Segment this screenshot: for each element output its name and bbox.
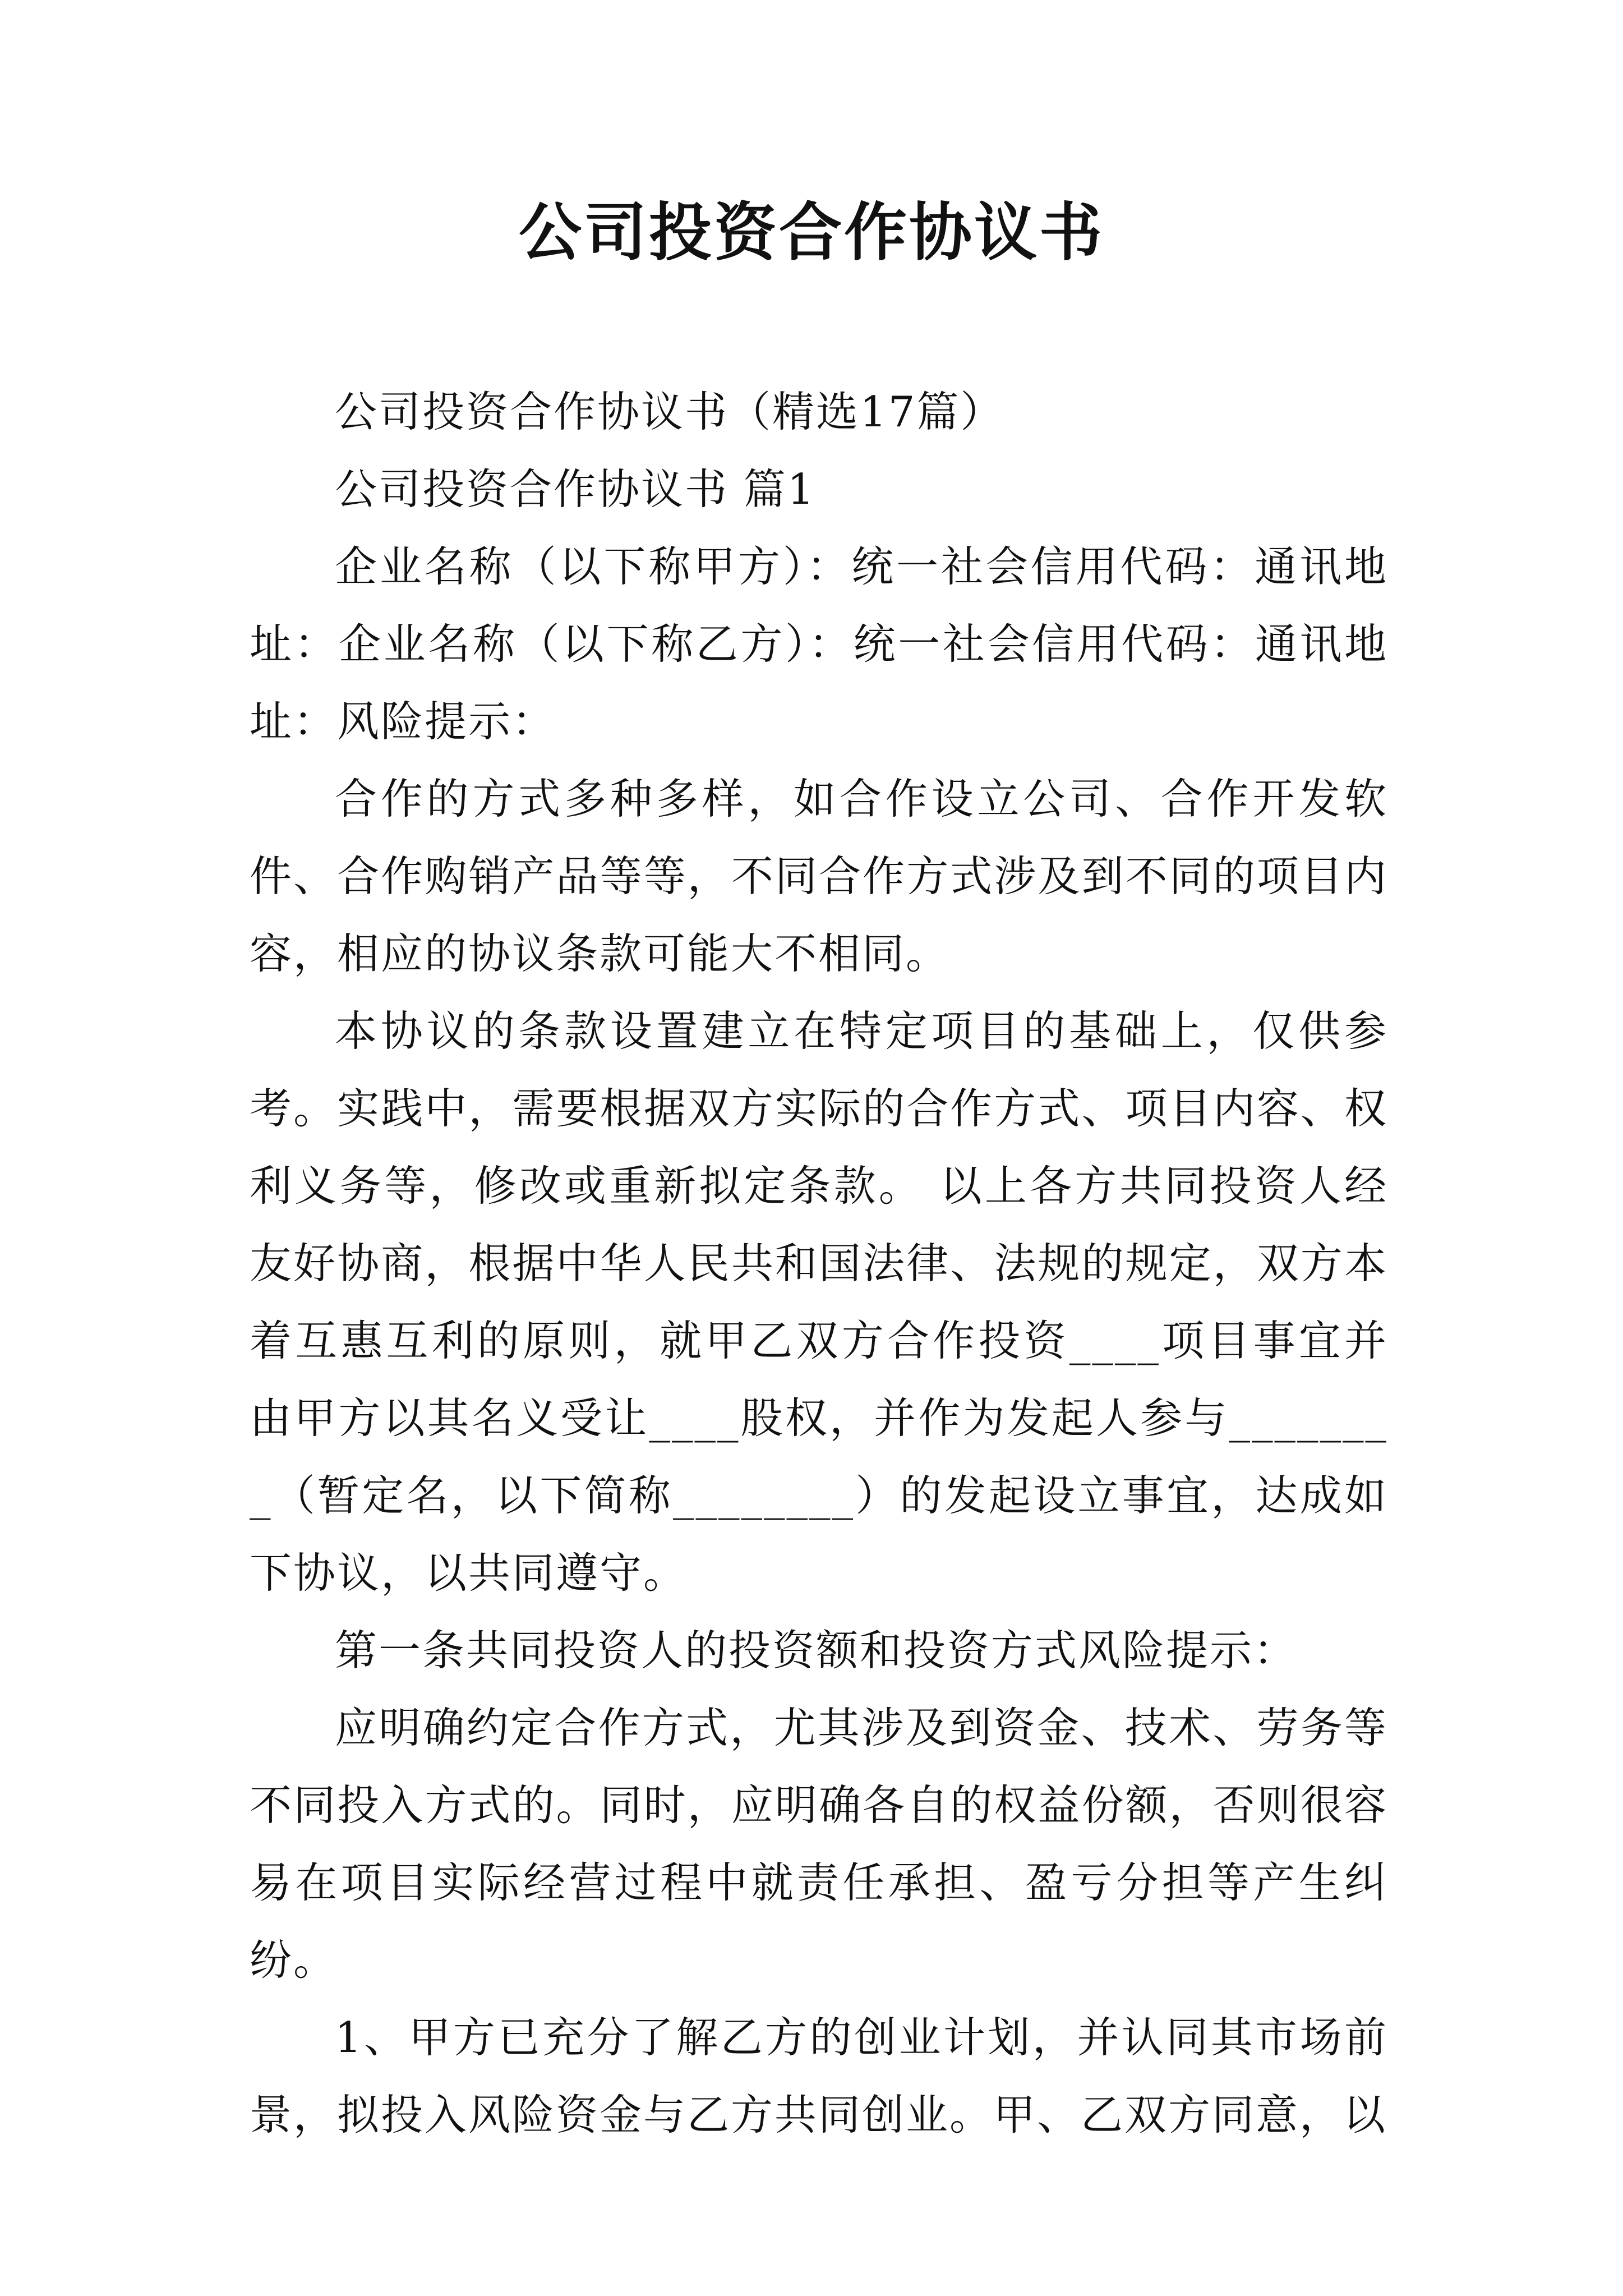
paragraph: 第一条共同投资人的投资额和投资方式风险提示： (335, 1626, 1298, 1675)
document-body (250, 373, 1388, 2154)
paragraph: 企业名称（以下称甲方）：统一社会信用代码：通讯地址：企业名称（以下称乙方）：统一社会信用代码：通讯地址：风险提示： (250, 542, 1388, 746)
paragraph: 公司投资合作协议书 篇1 (335, 464, 816, 514)
paragraph: 公司投资合作协议书（精选17篇） (335, 387, 1004, 436)
paragraph: 1、甲方已充分了解乙方的创业计划，并认同其市场前景，拟投入风险资金与乙方共同创业。甲、乙双方同意，以 (250, 2013, 1388, 2139)
paragraph: 本协议的条款设置建立在特定项目的基础上，仅供参考。实践中，需要根据双方实际的合作方式、项目内容、权利义务等，修改或重新拟定条款。 以上各方共同投资人经友好协商，根据中华人民共和国法律、法规的规定，双方本着互惠互利的原则，就甲乙双方合作投资____项目事宜并由甲方以其名义受让____股权，并作为发起人参与________（暂定名，以下简称________）的发起设立事宜，达成如下协议，以共同遵守。 (250, 1006, 1388, 1598)
paragraph: 应明确约定合作方式，尤其涉及到资金、技术、劳务等不同投入方式的。同时，应明确各自的权益份额，否则很容易在项目实际经营过程中就责任承担、盈亏分担等产生纠纷。 (250, 1703, 1388, 1985)
paragraph: 合作的方式多种多样，如合作设立公司、合作开发软件、合作购销产品等等，不同合作方式涉及到不同的项目内容，相应的协议条款可能大不相同。 (250, 774, 1388, 978)
document-title: 公司投资合作协议书 (519, 196, 1104, 269)
